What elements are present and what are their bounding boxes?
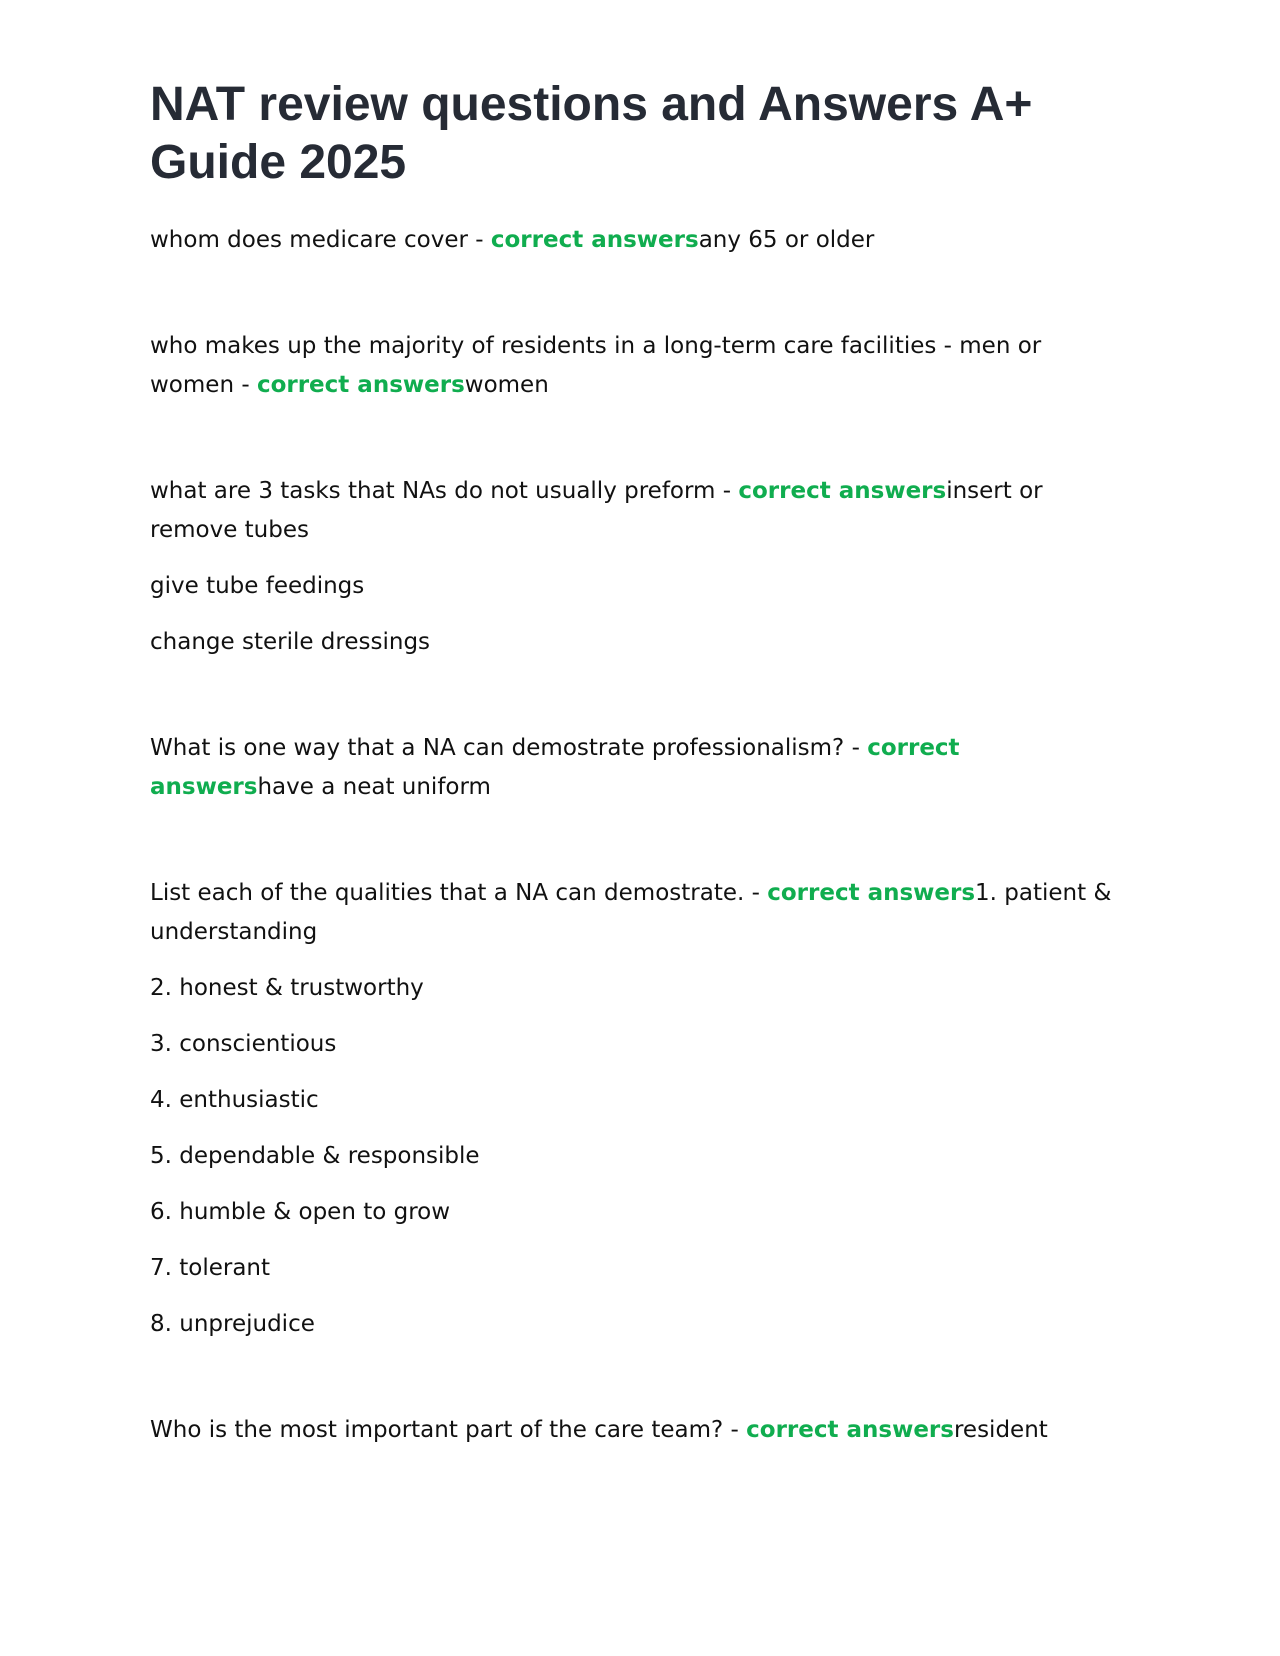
answer-line: 6. humble & open to grow bbox=[150, 1199, 451, 1225]
qa-item bbox=[150, 472, 1130, 662]
question-text: whom does medicare cover bbox=[150, 227, 468, 253]
qa-item bbox=[150, 327, 1130, 405]
separator: - bbox=[467, 227, 491, 253]
question-line bbox=[150, 729, 1130, 807]
document-page bbox=[150, 76, 1130, 1517]
question-text: what are 3 tasks that NAs do not usually preform bbox=[150, 478, 716, 504]
answer-line: change sterile dressings bbox=[150, 629, 431, 655]
answer-line: 4. enthusiastic bbox=[150, 1087, 319, 1113]
question-text: who makes up the majority of residents in a long-term care facilities - men or women bbox=[150, 333, 1042, 398]
answer-text: any 65 or older bbox=[698, 227, 875, 253]
separator: - bbox=[715, 478, 739, 504]
correct-answers-label: correct answers bbox=[738, 478, 947, 504]
correct-answers-label: correct answers bbox=[256, 372, 465, 398]
question-text: List each of the qualities that a NA can demostrate. bbox=[150, 880, 745, 906]
correct-answers-label: correct answers bbox=[490, 227, 699, 253]
qa-item bbox=[150, 1411, 1130, 1450]
separator: - bbox=[723, 1417, 747, 1443]
separator: - bbox=[844, 735, 868, 761]
correct-answers-label: correct answers bbox=[746, 1417, 954, 1443]
separator: - bbox=[744, 880, 768, 906]
answer-line: 7. tolerant bbox=[150, 1255, 271, 1281]
answer-line: give tube feedings bbox=[150, 573, 365, 599]
qa-list bbox=[150, 221, 1130, 1450]
question-text: What is one way that a NA can demostrate professionalism? bbox=[150, 735, 845, 761]
qa-item bbox=[150, 874, 1130, 1344]
question-text: Who is the most important part of the care team? bbox=[150, 1417, 724, 1443]
correct-answers-label: correct answers bbox=[150, 735, 960, 800]
question-line bbox=[150, 1411, 1130, 1450]
qa-item bbox=[150, 221, 1130, 260]
answer-text: insert or remove tubes bbox=[150, 478, 1043, 543]
answer-line: 2. honest & trustworthy bbox=[150, 975, 424, 1001]
answer-text: 1. patient & understanding bbox=[150, 880, 1112, 945]
answer-text: women bbox=[464, 372, 549, 398]
separator: - bbox=[234, 372, 257, 398]
document-title: NAT review questions and Answers A+ Guide 2025 bbox=[150, 78, 1033, 189]
correct-answers-label: correct answers bbox=[767, 880, 976, 906]
answer-text: have a neat uniform bbox=[257, 774, 491, 800]
answer-line: 8. unprejudice bbox=[150, 1311, 315, 1337]
answer-text: resident bbox=[953, 1417, 1048, 1443]
question-line bbox=[150, 874, 1130, 952]
question-line bbox=[150, 221, 1130, 260]
question-line bbox=[150, 472, 1130, 550]
answer-line: 3. conscientious bbox=[150, 1031, 337, 1057]
question-line bbox=[150, 327, 1130, 405]
qa-item bbox=[150, 729, 1130, 807]
answer-line: 5. dependable & responsible bbox=[150, 1143, 480, 1169]
